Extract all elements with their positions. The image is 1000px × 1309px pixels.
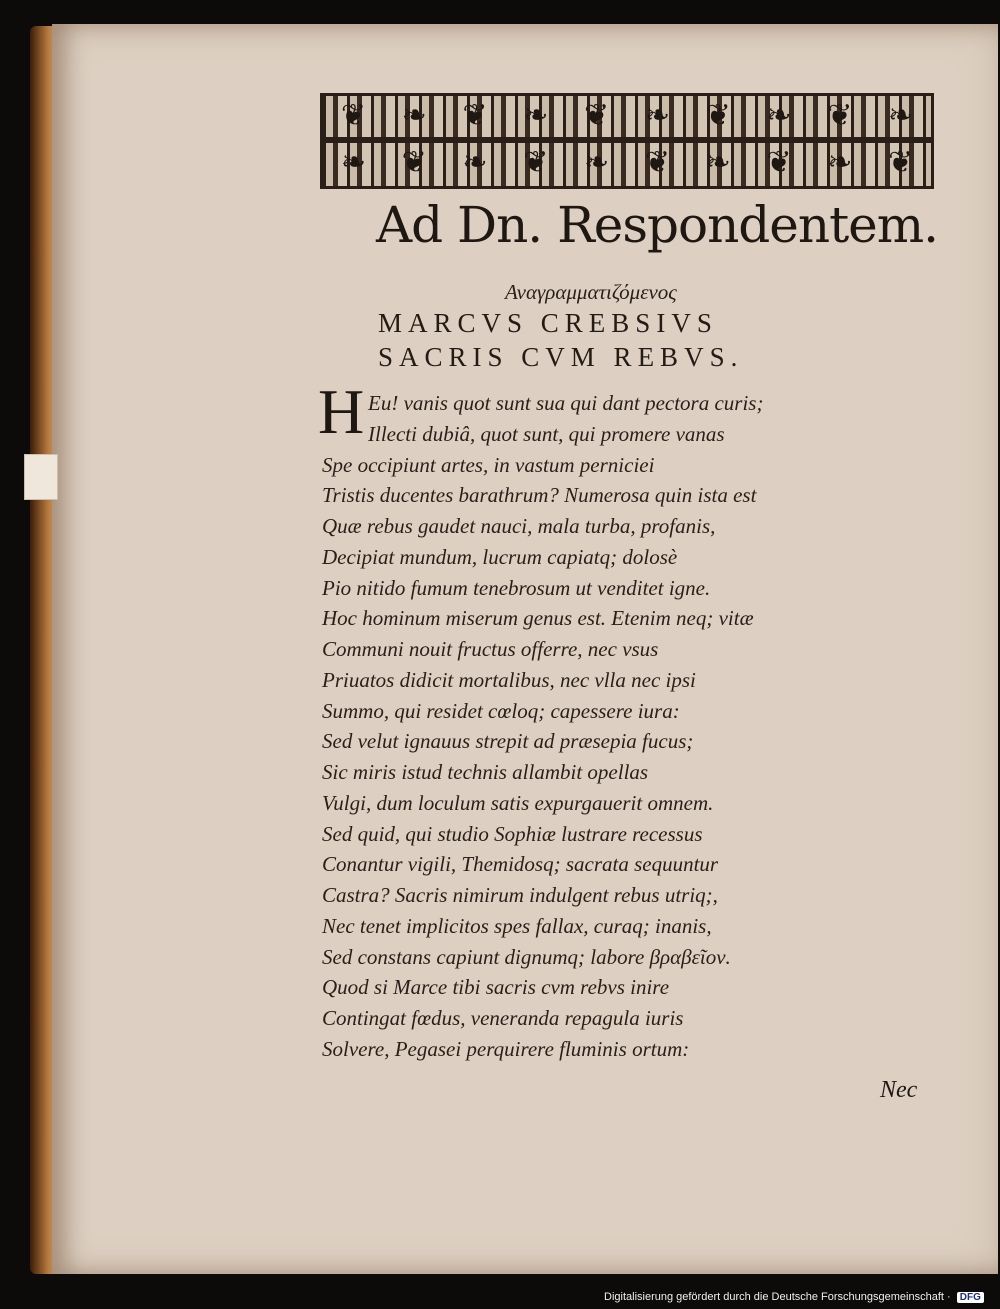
- verse-line: Quæ rebus gaudet nauci, mala turba, profanis,: [322, 514, 716, 538]
- verse-line: Tristis ducentes barathrum? Numerosa quin ista est: [322, 483, 757, 508]
- verse-line: Contingat fœdus, veneranda repagula iuris: [322, 1006, 684, 1030]
- greek-heading: Αναγραμματιζόμενος: [505, 280, 677, 304]
- verse-line: Communi nouit fructus offerre, nec vsus: [322, 637, 659, 661]
- verse-line: Castra? Sacris nimirum indulgent rebus utriq;,: [322, 883, 718, 907]
- verse-line: Quod si Marce tibi sacris cvm rebvs inire: [322, 975, 670, 1000]
- verse-line: Sic miris istud technis allambit opellas: [322, 760, 649, 784]
- verse-line: Spe occipiunt artes, in vastum perniciei: [322, 452, 655, 477]
- verse-line: Priuatos didicit mortalibus, nec vlla nec ipsi: [322, 667, 696, 692]
- verse-line: Sed constans capiunt dignumq; labore βραβεῖον.: [322, 944, 731, 969]
- verse-line: Solvere, Pegasei perquirere fluminis ortum:: [322, 1036, 690, 1061]
- verse-line: Nec tenet implicitos spes fallax, curaq; inanis,: [322, 913, 712, 938]
- catchword: Nec: [880, 1077, 918, 1103]
- ornament-row-bottom: ❧ ❦ ❧ ❦ ❧ ❦ ❧ ❦ ❧ ❦: [340, 146, 914, 179]
- anagram-name: MARCVS CREBSIVS: [378, 308, 718, 338]
- page-tab-marker: [24, 454, 58, 500]
- headpiece-ornament: [320, 93, 934, 189]
- dfg-logo: DFG: [957, 1292, 984, 1303]
- verse-line: Vulgi, dum loculum satis expurgauerit omnem.: [322, 790, 714, 815]
- verse-line: Sed velut ignauus strepit ad præsepia fucus;: [322, 729, 694, 754]
- verse-line: Pio nitido fumum tenebrosum ut venditet igne.: [322, 575, 711, 600]
- verse-line: Conantur vigili, Themidosq; sacrata sequuntur: [322, 852, 719, 877]
- drop-cap-initial: H: [318, 376, 365, 447]
- verse-line: Illecti dubiâ, quot sunt, qui promere vanas: [368, 421, 725, 446]
- verse-line: Summo, qui residet cœloq; capessere iura:: [322, 698, 680, 723]
- verse-line: Eu! vanis quot sunt sua qui dant pectora curis;: [368, 391, 764, 415]
- verse-line: Hoc hominum miserum genus est. Etenim neq; vitæ: [322, 606, 754, 631]
- footer-text: Digitalisierung gefördert durch die Deutsche Forschungsgemeinschaft ·: [604, 1291, 951, 1303]
- verse-line: Sed quid, qui studio Sophiæ lustrare recessus: [322, 821, 703, 846]
- verse-line: Decipiat mundum, lucrum capiatq; dolosè: [322, 544, 678, 569]
- poem-verses: [322, 388, 882, 1065]
- ornament-row-top: ❦ ❧ ❦ ❧ ❦ ❧ ❦ ❧ ❦ ❧: [340, 99, 914, 132]
- page-title: Ad Dn. Respondentem.: [376, 196, 939, 254]
- digitization-credit: [604, 1291, 984, 1303]
- anagram-result: SACRIS CVM REBVS.: [378, 342, 744, 372]
